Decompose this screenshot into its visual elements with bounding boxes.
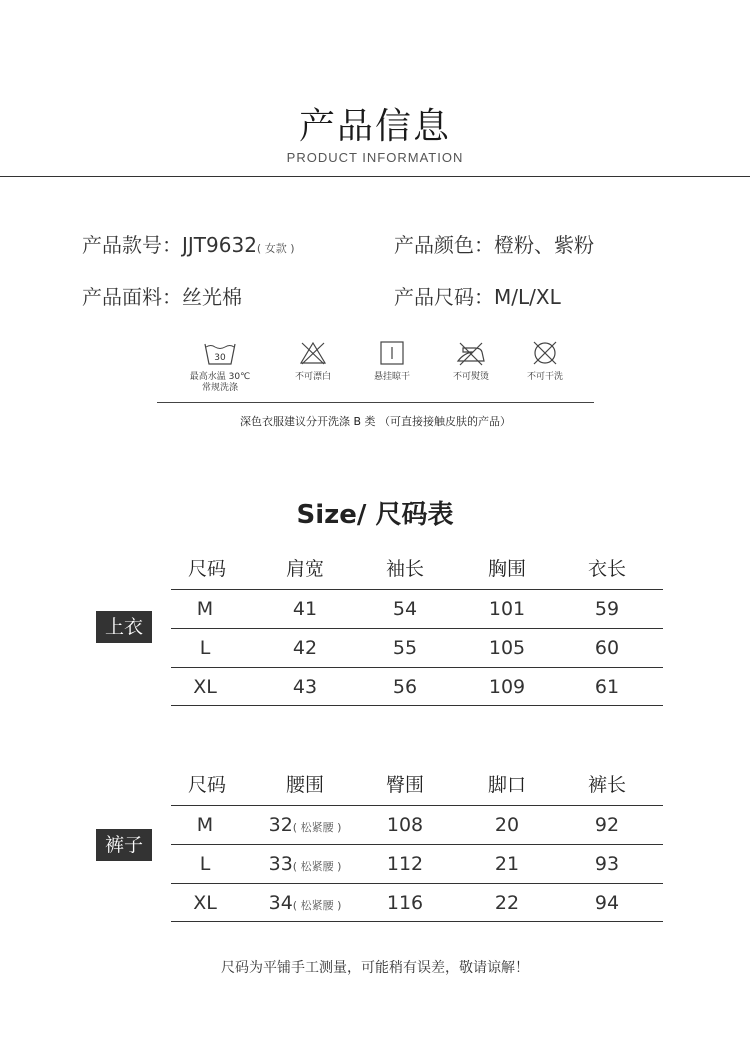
header-cell: 肩宽	[285, 558, 324, 580]
size-cell: XL	[193, 892, 217, 914]
color-info	[394, 229, 594, 258]
top-group-label: 上衣	[96, 611, 152, 643]
value-cell: 54	[392, 598, 418, 620]
value-cell: 94	[594, 892, 620, 914]
table-row	[171, 667, 663, 706]
table-row	[171, 628, 663, 667]
value-cell: 61	[594, 676, 620, 698]
size-cell: M	[196, 814, 214, 836]
header-cell: 臀围	[385, 774, 424, 796]
hang-dry-icon	[379, 340, 405, 366]
value-cell: 43	[292, 676, 318, 698]
waist-note: ( 松紧腰 )	[292, 821, 342, 834]
table-row	[171, 844, 663, 883]
no-bleach-icon	[298, 340, 328, 366]
header-cell: 脚口	[487, 774, 526, 796]
model-value: JJT9632	[182, 233, 257, 257]
page-title: 产品信息	[298, 106, 451, 147]
header-cell: 尺码	[187, 774, 226, 796]
value-cell: 60	[594, 637, 620, 659]
care-label-no-bleach: 不可漂白	[294, 372, 331, 382]
value-cell: 93	[594, 853, 620, 875]
header-cell: 腰围	[285, 774, 324, 796]
care-item-no-bleach	[283, 340, 343, 383]
header-divider	[0, 176, 750, 177]
model-note: ( 女款 )	[256, 242, 295, 255]
table-header-row	[171, 766, 663, 805]
waist-note: ( 松紧腰 )	[292, 860, 342, 873]
care-divider	[157, 402, 594, 403]
waist-cell: 33( 松紧腰 )	[268, 853, 342, 875]
header-cell: 裤长	[587, 774, 626, 796]
care-note: 深色衣服建议分开洗涤 B 类 （可直接接触皮肤的产品）	[239, 415, 512, 428]
size-info	[394, 281, 561, 310]
value-cell: 22	[494, 892, 520, 914]
waist-cell: 32( 松紧腰 )	[268, 814, 342, 836]
header-cell: 衣长	[587, 558, 626, 580]
size-cell: L	[199, 637, 211, 659]
value-cell: 41	[292, 598, 318, 620]
model-label: 产品款号：	[82, 233, 182, 257]
header-cell: 胸围	[487, 558, 526, 580]
svg-text:30: 30	[214, 353, 226, 363]
color-label: 产品颜色：	[394, 233, 494, 257]
fabric-label: 产品面料：	[82, 285, 182, 309]
top-size-table	[171, 550, 663, 706]
table-row	[171, 805, 663, 844]
value-cell: 109	[488, 676, 526, 698]
care-label-hang-dry: 悬挂晾干	[373, 372, 410, 382]
header-cell: 尺码	[187, 558, 226, 580]
size-chart-title: Size/ 尺码表	[296, 500, 454, 530]
model-info	[82, 229, 295, 258]
header-cell: 袖长	[385, 558, 424, 580]
waist-cell: 34( 松紧腰 )	[268, 892, 342, 914]
value-cell: 112	[386, 853, 424, 875]
size-value: M/L/XL	[494, 285, 561, 309]
value-cell: 56	[392, 676, 418, 698]
value-cell: 42	[292, 637, 318, 659]
waist-note: ( 松紧腰 )	[292, 899, 342, 912]
size-cell: M	[196, 598, 214, 620]
care-item-no-iron	[441, 340, 501, 383]
care-icons	[185, 340, 585, 400]
value-cell: 21	[494, 853, 520, 875]
measurement-disclaimer: 尺码为平铺手工测量，可能稍有误差，敬请谅解！	[221, 960, 529, 976]
value-cell: 59	[594, 598, 620, 620]
color-value: 橙粉、紫粉	[494, 233, 594, 257]
table-header-row	[171, 550, 663, 589]
table-row	[171, 589, 663, 628]
value-cell: 92	[594, 814, 620, 836]
wash-30-icon	[203, 340, 237, 366]
size-cell: XL	[193, 676, 217, 698]
value-cell: 116	[386, 892, 424, 914]
care-label-no-dry-clean: 不可干洗	[526, 372, 563, 382]
value-cell: 108	[386, 814, 424, 836]
page-subtitle: PRODUCT INFORMATION	[286, 150, 464, 165]
no-iron-icon	[455, 340, 487, 366]
care-label-wash: 最高水温 30℃ 常规洗涤	[189, 372, 251, 393]
no-dry-clean-icon	[531, 340, 559, 366]
value-cell: 101	[488, 598, 526, 620]
table-row	[171, 883, 663, 922]
value-cell: 105	[488, 637, 526, 659]
fabric-info	[82, 281, 242, 310]
pants-group-label: 裤子	[96, 829, 152, 861]
value-cell: 55	[392, 637, 418, 659]
value-cell: 20	[494, 814, 520, 836]
care-item-hang-dry	[362, 340, 422, 383]
care-item-no-dry-clean	[515, 340, 575, 383]
size-label: 产品尺码：	[394, 285, 494, 309]
pants-size-table	[171, 766, 663, 922]
care-item-wash	[185, 340, 255, 394]
care-label-no-iron: 不可熨烫	[452, 372, 489, 382]
fabric-value: 丝光棉	[182, 285, 242, 309]
size-cell: L	[199, 853, 211, 875]
